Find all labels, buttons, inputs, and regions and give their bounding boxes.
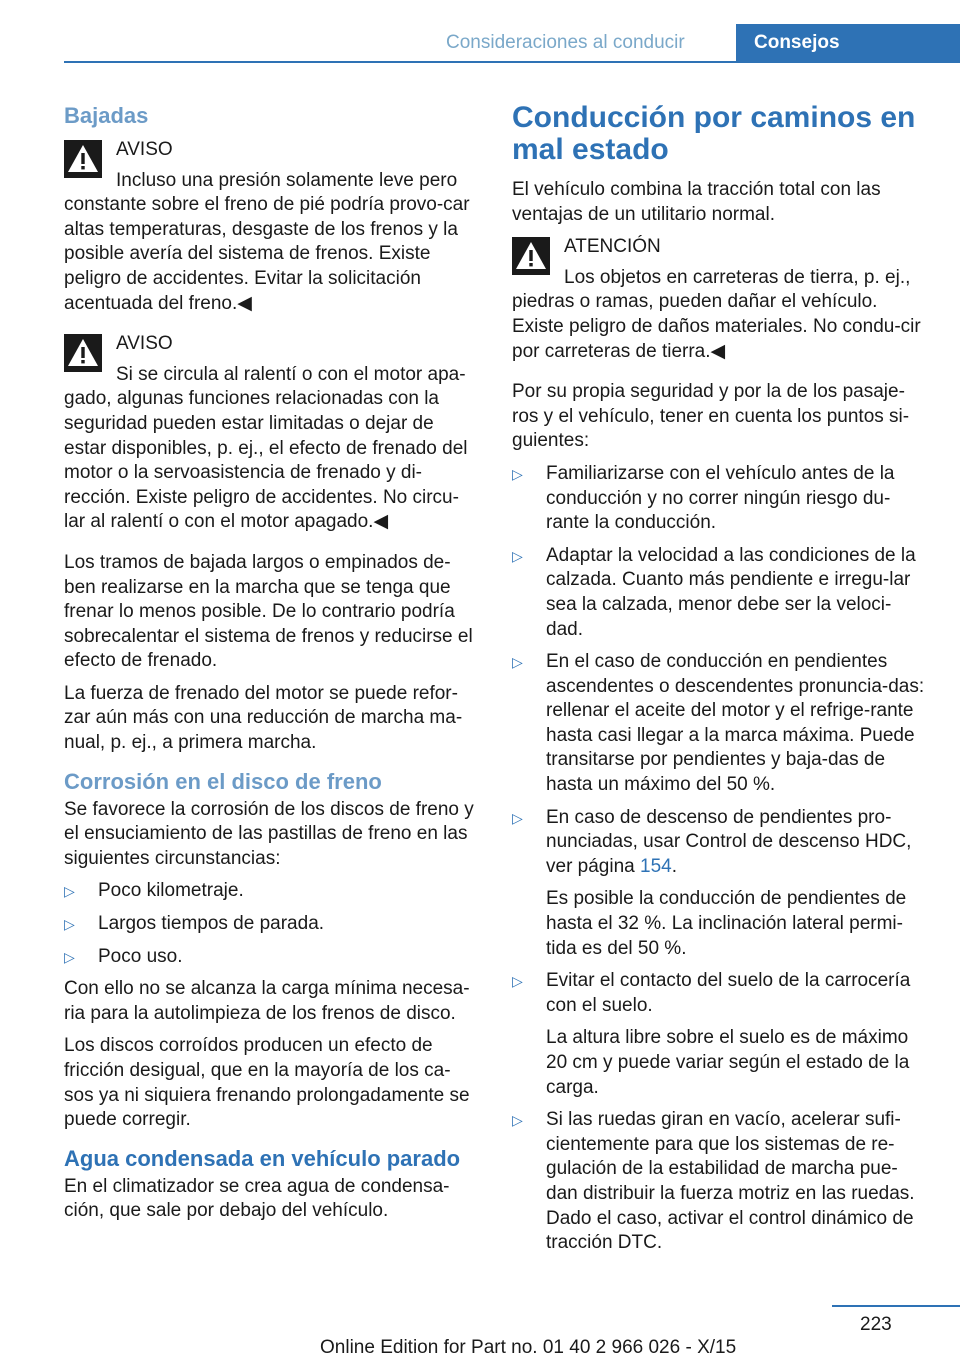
bullet-list xyxy=(64,879,480,969)
bullet-triangle-icon: ▷ xyxy=(512,654,523,671)
bullet-triangle-icon: ▷ xyxy=(64,883,75,900)
bullet-triangle-icon: ▷ xyxy=(512,809,523,826)
heading-caminos-mal-estado: Conducción por caminos en mal estado xyxy=(512,101,916,166)
warning-text: Los objetos en carreteras de tierra, p. ej., piedras o ramas, pueden dañar el vehículo. Existe peligro de daños materiales. No condu-cir por carreteras de tierra.◀ xyxy=(512,266,921,362)
paragraph: El vehículo combina la tracción total con las ventajas de un utilitario normal. xyxy=(512,179,881,225)
paragraph: Por su propia seguridad y por la de los pasaje-ros y el vehículo, tener en cuenta los puntos si-guientes: xyxy=(512,381,910,452)
bullet-triangle-icon: ▷ xyxy=(512,465,523,482)
list-item-note: Es posible la conducción de pendientes de hasta el 32 %. La inclinación lateral permi-tida es del 50 %. xyxy=(546,888,907,959)
heading-bajadas: Bajadas xyxy=(64,103,149,128)
list-item: ▷ Evitar el contacto del suelo de la carrocería con el suelo. La altura libre sobre el suelo es de máximo 20 cm y puede variar según el estado de la carga. xyxy=(512,969,926,1100)
warning-text: Si se circula al ralentí o con el motor apa-gado, algunas funciones relacionadas con la seguridad pueden estar limitadas o dejar de estar disponibles, p. ej., el efecto de frenado del motor o la servoasistencia de frenado y di-rección. Existe peligro de accidentes. No circu-lar al ralentí o con el motor apagado.◀ xyxy=(64,363,468,533)
paragraph: Los tramos de bajada largos o empinados de-ben realizarse en la marcha que se tenga que frenar lo menos posible. De lo contrario podría sobrecalentar el sistema de frenos y reducirse el efecto de frenado. xyxy=(64,551,473,672)
bullet-triangle-icon: ▷ xyxy=(512,547,523,564)
warning-triangle-icon xyxy=(64,140,102,178)
warning-title: AVISO xyxy=(116,139,173,160)
warning-block-2 xyxy=(64,332,480,535)
warning-text: Incluso una presión solamente leve pero constante sobre el freno de pié podría provo-car altas temperaturas, desgaste de los frenos y la posible avería del sistema de frenos. Existe peligro de accidentes. Evitar la solicitación acentuada del freno.◀ xyxy=(64,169,470,314)
paragraph: En el climatizador se crea agua de condensa-ción, que sale por debajo del vehículo. xyxy=(64,1175,450,1222)
heading-agua-condensada: Agua condensada en vehículo parado xyxy=(64,1145,461,1171)
page-link-154[interactable]: 154 xyxy=(640,855,672,877)
paragraph: Se favorece la corrosión de los discos de freno y el ensuciamiento de las pastillas de freno en las siguientes circunstancias: xyxy=(64,798,474,869)
list-item: ▷ Largos tiempos de parada. xyxy=(64,912,480,937)
list-item: ▷ Si las ruedas giran en vacío, acelerar sufi-cientemente para que los sistemas de re-gulación de la estabilidad de marcha pue-dan distribuir la fuerza motriz en las ruedas. Dado el caso, activar el control dinámico de tracción DTC. xyxy=(512,1109,915,1254)
right-column xyxy=(512,102,926,1264)
paragraph: La fuerza de frenado del motor se puede refor-zar aún más con una reducción de marcha ma-nual, p. ej., a primera marcha. xyxy=(64,682,463,754)
list-item: ▷ Adaptar la velocidad a las condiciones de la calzada. Cuanto más pendiente e irregu-lar sea la calzada, menor debe ser la veloci-dad. xyxy=(512,544,916,640)
warning-title: AVISO xyxy=(116,333,173,355)
list-item: ▷ En el caso de conducción en pendientes ascendentes o descendentes pronuncia-das: rellenar el aceite del motor y el refrige-rante hasta casi llegar a la marca máxima. Puede transitarse por pendientes y baja-das de hasta un máximo del 50 %. xyxy=(512,651,925,796)
warning-triangle-icon xyxy=(512,237,550,275)
list-item: ▷ Poco uso. xyxy=(64,945,480,970)
paragraph: Con ello no se alcanza la carga mínima necesa-ria para la autolimpieza de los frenos de disco. xyxy=(64,978,470,1024)
paragraph: Los discos corroídos producen un efecto de fricción desigual, que en la mayoría de los ca-sos ya ni siquiera frenando prolongadamente se puede corregir. xyxy=(64,1035,470,1131)
footer-rule xyxy=(832,1305,960,1307)
bullet-triangle-icon: ▷ xyxy=(512,973,523,990)
list-item: ▷ Familiarizarse con el vehículo antes de la conducción y no correr ningún riesgo du-rante la conducción. xyxy=(512,462,895,534)
header-chapter-tab: Consejos xyxy=(736,24,960,62)
bullet-triangle-icon: ▷ xyxy=(64,948,75,965)
heading-corrosion: Corrosión en el disco de freno xyxy=(64,768,382,794)
page-number: 223 xyxy=(860,1314,892,1335)
warning-block-3 xyxy=(512,235,926,364)
header-rule xyxy=(64,61,960,63)
bullet-triangle-icon: ▷ xyxy=(512,1112,523,1129)
list-item-note: La altura libre sobre el suelo es de máximo 20 cm y puede variar según el estado de la carga. xyxy=(546,1027,910,1098)
left-column xyxy=(64,102,480,1232)
list-item: ▷ Poco kilometraje. xyxy=(64,879,480,904)
bullet-triangle-icon: ▷ xyxy=(64,916,75,933)
edition-footer: Online Edition for Part no. 01 40 2 966 026 - X/15 xyxy=(320,1337,737,1358)
bullet-list xyxy=(512,462,926,1256)
list-item: ▷ En caso de descenso de pendientes pro-nunciadas, usar Control de descenso HDC, ver página 154. Es posible la conducción de pendientes de hasta el 32 %. La inclinación lateral permi-tida es del 50 %. xyxy=(512,806,926,962)
warning-block-1 xyxy=(64,138,480,316)
warning-title: ATENCIÓN xyxy=(564,236,661,258)
warning-triangle-icon xyxy=(64,334,102,372)
header-section-title: Consideraciones al conducir xyxy=(446,32,685,53)
